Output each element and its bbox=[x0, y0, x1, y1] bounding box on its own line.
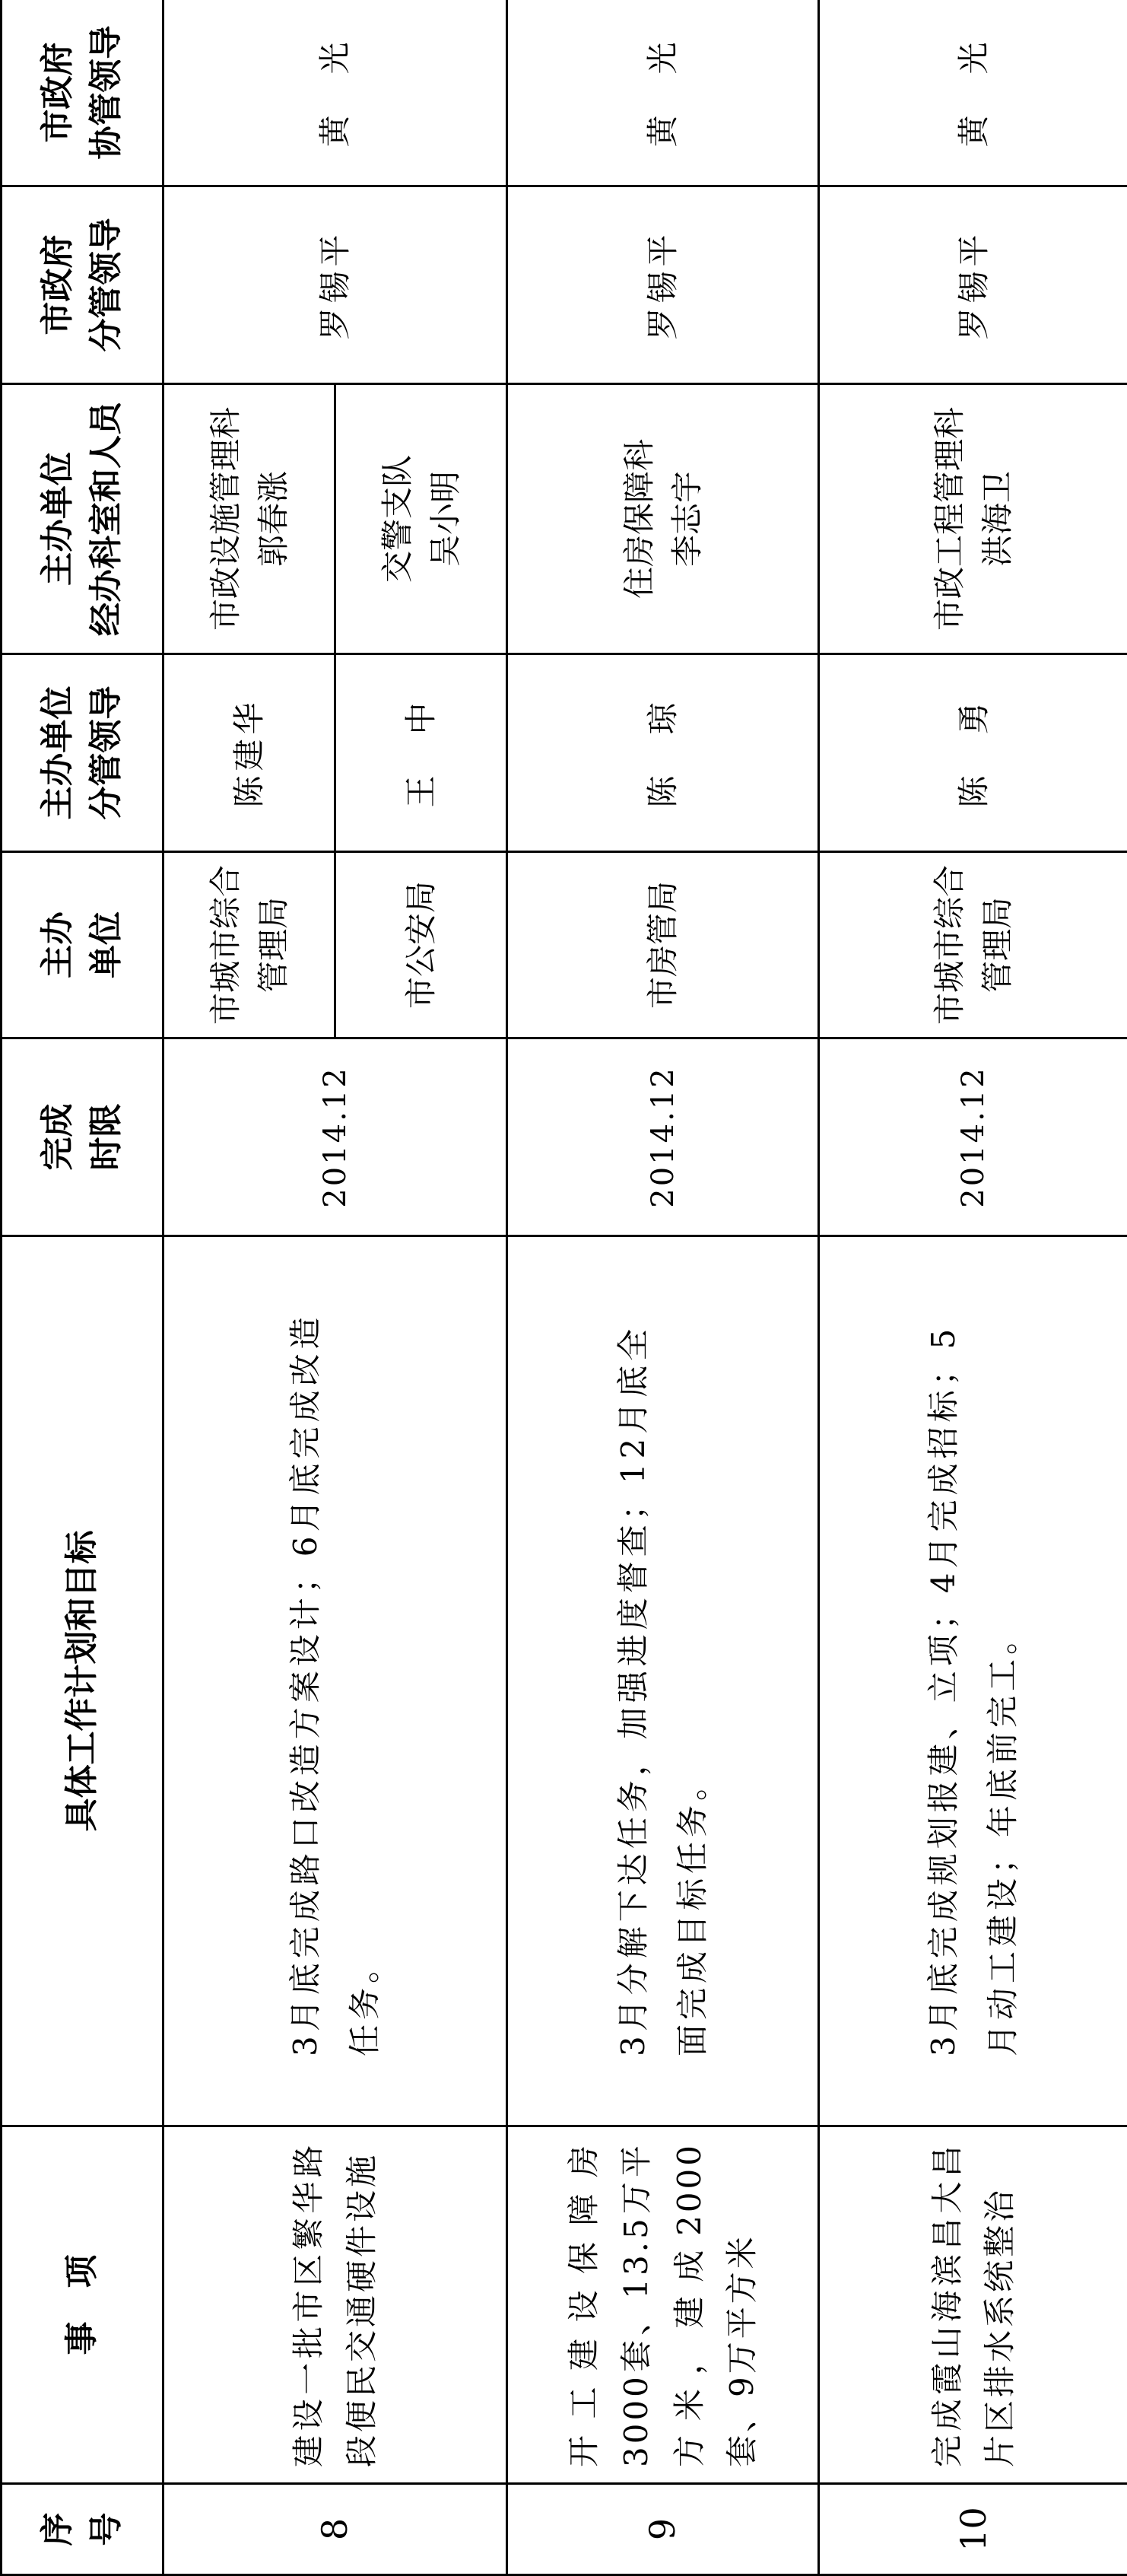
row-unit: 市城市综合管理局 bbox=[819, 852, 1127, 1038]
table-row bbox=[507, 0, 819, 2575]
row-city-leader: 罗锡平 bbox=[163, 186, 507, 384]
header-unit: 主办 单位 bbox=[2, 852, 163, 1038]
row-unit: 市公安局 bbox=[335, 852, 507, 1038]
header-deadline: 完成 时限 bbox=[2, 1038, 163, 1236]
row-plan: 3月底完成规划报建、立项；4月完成招标；5月动工建设；年底前完工。 bbox=[819, 1236, 1127, 2126]
row-unit-leader: 陈 琼 bbox=[507, 654, 819, 852]
row-unit-leader: 陈建华 bbox=[163, 654, 335, 852]
row-deadline: 2014.12 bbox=[507, 1038, 819, 1236]
row-assist-leader: 黄 光 bbox=[819, 0, 1127, 186]
row-seq: 8 bbox=[163, 2484, 507, 2575]
row-unit: 市房管局 bbox=[507, 852, 819, 1038]
table-row bbox=[163, 0, 335, 2575]
header-seq: 序 号 bbox=[2, 2484, 163, 2575]
row-staff: 市政工程管理科 洪海卫 bbox=[819, 384, 1127, 654]
row-city-leader: 罗锡平 bbox=[819, 186, 1127, 384]
header-item: 事 项 bbox=[2, 2126, 163, 2484]
row-unit-leader: 王 中 bbox=[335, 654, 507, 852]
header-assist-leader: 市政府 协管领导 bbox=[2, 0, 163, 186]
header-unit-leader: 主办单位 分管领导 bbox=[2, 654, 163, 852]
row-staff: 交警支队 吴小明 bbox=[335, 384, 507, 654]
row-city-leader: 罗锡平 bbox=[507, 186, 819, 384]
row-seq: 10 bbox=[819, 2484, 1127, 2575]
row-assist-leader: 黄 光 bbox=[163, 0, 507, 186]
row-plan: 3月底完成路口改造方案设计；6月底完成改造任务。 bbox=[163, 1236, 507, 2126]
row-unit: 市城市综合管理局 bbox=[163, 852, 335, 1038]
header-row bbox=[2, 0, 163, 2575]
header-city-leader: 市政府 分管领导 bbox=[2, 186, 163, 384]
row-plan: 3月分解下达任务，加强进度督查；12月底全面完成目标任务。 bbox=[507, 1236, 819, 2126]
row-deadline: 2014.12 bbox=[163, 1038, 507, 1236]
row-item: 建设一批市区繁华路段便民交通硬件设施 bbox=[163, 2126, 507, 2484]
row-seq: 9 bbox=[507, 2484, 819, 2575]
header-staff: 主办单位 经办科室和人员 bbox=[2, 384, 163, 654]
table-row bbox=[819, 0, 1127, 2575]
row-item: 开工建设保障房3000套、13.5万平方米，建成2000套、9万平方米 bbox=[507, 2126, 819, 2484]
row-staff: 市政设施管理科 郭春涨 bbox=[163, 384, 335, 654]
row-item: 完成霞山海滨昌大昌片区排水系统整治 bbox=[819, 2126, 1127, 2484]
row-deadline: 2014.12 bbox=[819, 1038, 1127, 1236]
row-assist-leader: 黄 光 bbox=[507, 0, 819, 186]
row-unit-leader: 陈 勇 bbox=[819, 654, 1127, 852]
row-staff: 住房保障科 李志宇 bbox=[507, 384, 819, 654]
header-plan: 具体工作计划和目标 bbox=[2, 1236, 163, 2126]
